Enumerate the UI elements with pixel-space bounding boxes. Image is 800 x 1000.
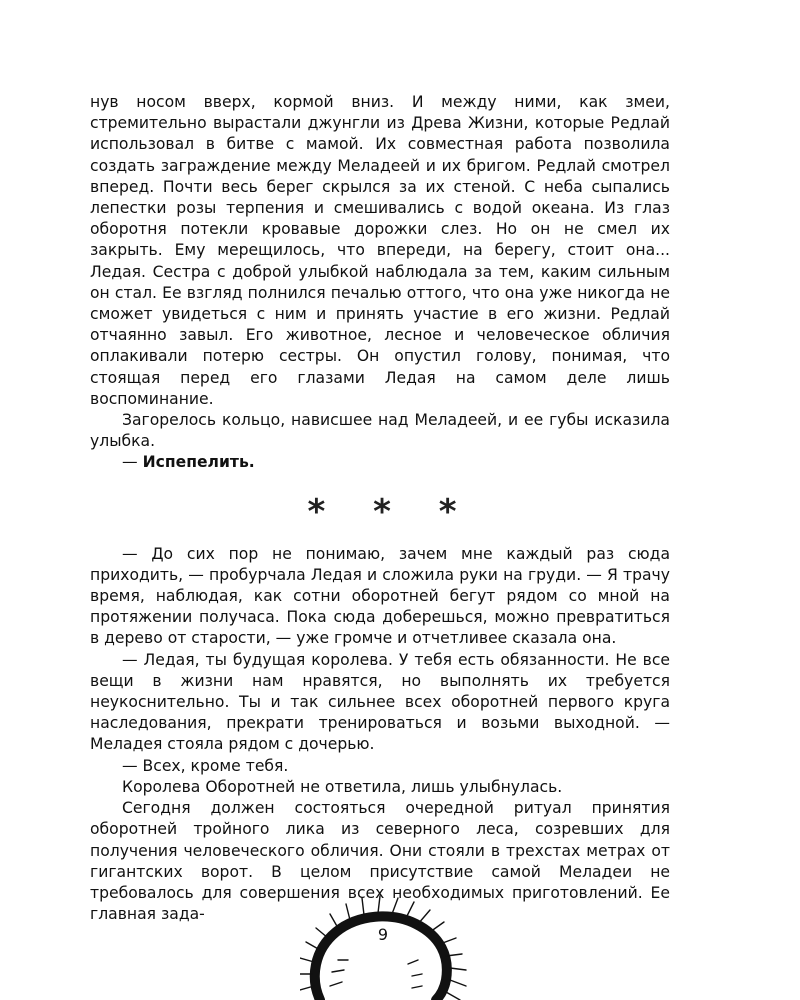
section-separator: * * *	[307, 491, 475, 532]
paragraph: — Всех, кроме тебя.	[122, 756, 289, 775]
dialogue-dash: —	[122, 453, 138, 472]
paragraph: нув носом вверх, кормой вниз. И между ними, как змеи, стремительно вырастали джунгли из Древа Жизни, которые Редлай использовал в битве с мамой. Их совместная работа позволила создать заграждение между Меладеей и их бригом. Редлай смотрел вперед. Почти весь берег скрылся за их стеной. С неба сыпались лепестки розы терпения и смешивались с водой океана. Из глаз оборотня потекли кровавые дорожки слез. Но он не смел их закрыть. Ему мерещилось, что впереди, на берегу, стоит она... Ледая. Сестра с доброй улыбкой наблюдала за тем, каким сильным он стал. Ее взгляд полнился печалью оттого, что она уже никогда не сможет увидеться с ним и принять участие в его жизни. Редлай отчаянно завыл. Его животное, лесное и человеческое обличия оплакивали потерю сестры. Он опустил голову, понимая, что стоящая перед его глазами Ледая на самом деле лишь воспоминание.	[90, 93, 670, 408]
paragraph: Сегодня должен состояться очередной ритуал принятия оборотней тройного лика из северного леса, созревших для получения человеческого обличия. Они стояли в трехстах метрах от гигантских ворот. В целом присутствие самой Меладеи не требовалось для совершения всех необходимых приготовлений. Ее главная зада-	[90, 799, 670, 924]
paragraph: — Ледая, ты будущая королева. У тебя есть обязанности. Не все вещи в жизни нам нравятся, но выполнять их требуется неукоснительно. Ты и так сильнее всех оборотней первого круга наследования, прекрати тренироваться и возьми выходной. — Меладея стояла рядом с дочерью.	[90, 650, 670, 754]
paragraph: — До сих пор не понимаю, зачем мне каждый раз сюда приходить, — пробурчала Ледая и сложила руки на груди. — Я трачу время, наблюдая, как сотни оборотней бегут рядом со мной на протяжении получаса. Пока сюда доберешься, можно превратиться в дерево от старости, — уже громче и отчетливее сказала она.	[90, 544, 670, 648]
page-number: 9	[370, 924, 396, 946]
dialogue-line	[90, 452, 670, 473]
bold-speech: Испепелить.	[142, 453, 255, 472]
paragraph: Королева Оборотней не ответила, лишь улыбнулась.	[122, 777, 563, 796]
page-body	[90, 92, 670, 925]
centipede-ornament-icon	[300, 896, 466, 1000]
paragraph: Загорелось кольцо, нависшее над Меладеей, и ее губы исказила улыбка.	[90, 411, 670, 451]
